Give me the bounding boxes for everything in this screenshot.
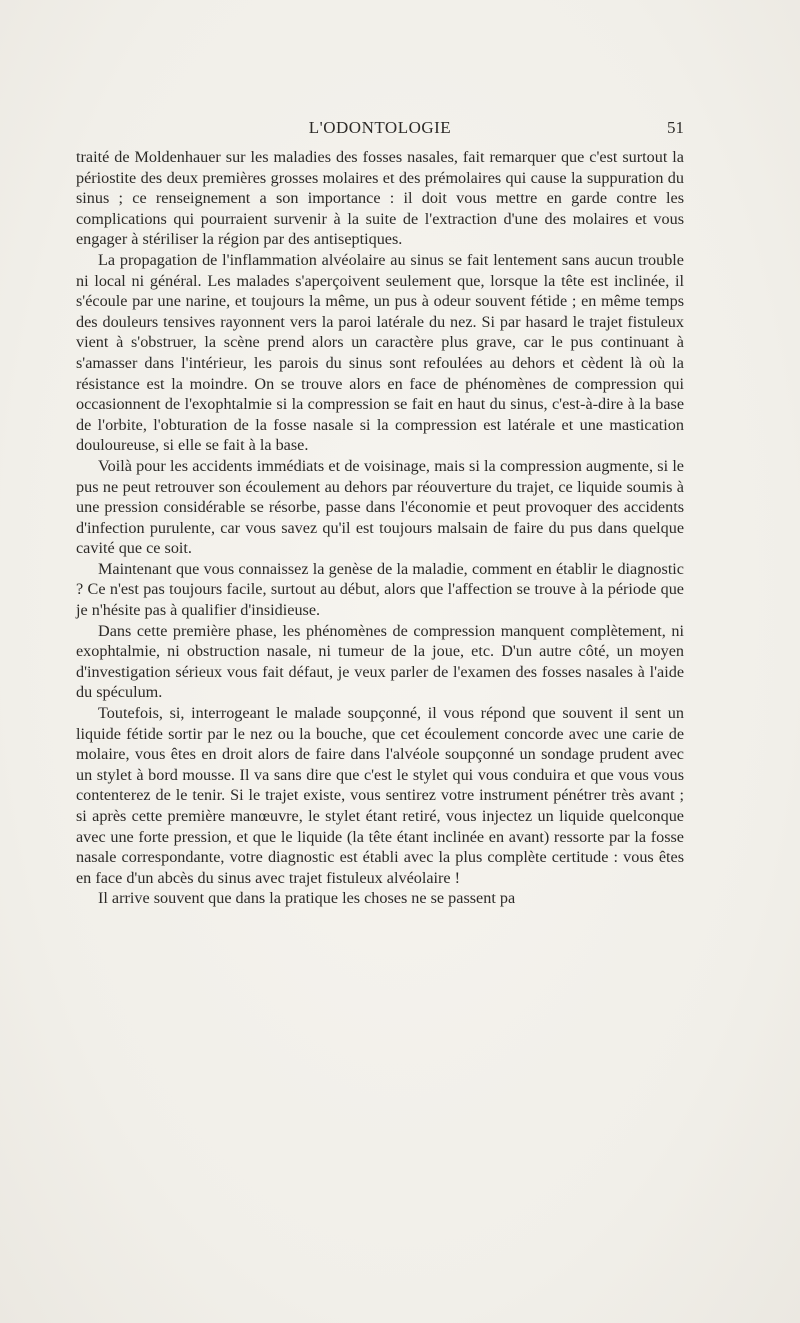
paragraph: traité de Moldenhauer sur les maladies des fosses nasales, fait remarquer que c'est surtout la périostite des deux premières grosses molaires et des prémolaires qui cause la suppuration du sinus ; ce renseignement a son importance : il doit vous mettre en garde contre les complications qui pourraient survenir à la suite de l'extraction d'une des molaires et vous engager à stériliser la région par des antiseptiques.	[76, 148, 684, 249]
body-text	[76, 147, 684, 909]
page-header	[76, 118, 684, 142]
paragraph: Voilà pour les accidents immédiats et de voisinage, mais si la compression augmente, si le pus ne peut retrouver son écoulement au dehors par réouverture du trajet, ce liquide soumis à une pression considérable se résorbe, passe dans l'économie et peut provoquer des accidents d'infection purulente, car vous savez qu'il est toujours malsain de faire du pus dans quelque cavité que ce soit.	[76, 456, 684, 558]
paragraph: Maintenant que vous connaissez la genèse de la maladie, comment en établir le diagnostic ? Ce n'est pas toujours facile, surtout au début, alors que l'affection se trouve à la période que je n'hésite pas à qualifier d'insidieuse.	[76, 559, 684, 620]
running-head: L'ODONTOLOGIE	[308, 118, 452, 137]
paragraph: Dans cette première phase, les phénomènes de compression manquent complètement, ni exophtalmie, ni obstruction nasale, ni tumeur de la joue, etc. D'un autre côté, un moyen d'investigation sérieux vous fait défaut, je veux parler de l'examen des fosses nasales à l'aide du spéculum.	[76, 621, 684, 702]
paragraph: Il arrive souvent que dans la pratique les choses ne se passent pa	[98, 889, 516, 908]
paragraph: La propagation de l'inflammation alvéolaire au sinus se fait lentement sans aucun trouble ni local ni général. Les malades s'aperçoivent seulement que, lorsque la tête est inclinée, il s'écoule par une narine, et toujours la même, un pus à odeur souvent fétide ; en même temps des douleurs tensives rayonnent vers la paroi latérale du nez. Si par hasard le trajet fistuleux vient à s'obstruer, la scène prend alors un caractère plus grave, car le pus continuant à s'amasser dans l'intérieur, les parois du sinus sont refoulées au dehors et cèdent là où la résistance est la moindre. On se trouve alors en face de phénomènes de compression qui occasionnent de l'exophtalmie si la compression se fait en haut du sinus, c'est-à-dire à la base de l'orbite, l'obturation de la fosse nasale si la compression est latérale et une mastication douloureuse, si elle se fait à la base.	[76, 250, 684, 455]
page-number: 51	[667, 118, 684, 137]
paragraph: Toutefois, si, interrogeant le malade soupçonné, il vous répond que souvent il sent un liquide fétide sortir par le nez ou la bouche, que cet écoulement concorde avec une carie de molaire, vous êtes en droit alors de faire dans l'alvéole soupçonné un sondage prudent avec un stylet à bord mousse. Il va sans dire que c'est le stylet qui vous conduira et que vous vous contenterez de le tenir. Si le trajet existe, vous sentirez votre instrument pénétrer très avant ; si après cette première manœuvre, le stylet étant retiré, vous injectez un liquide quelconque avec une forte pression, et que le liquide (la tête étant inclinée en avant) ressorte par la fosse nasale correspondante, votre diagnostic est établi avec la plus complète certitude : vous êtes en face d'un abcès du sinus avec trajet fistuleux alvéolaire !	[76, 704, 684, 887]
